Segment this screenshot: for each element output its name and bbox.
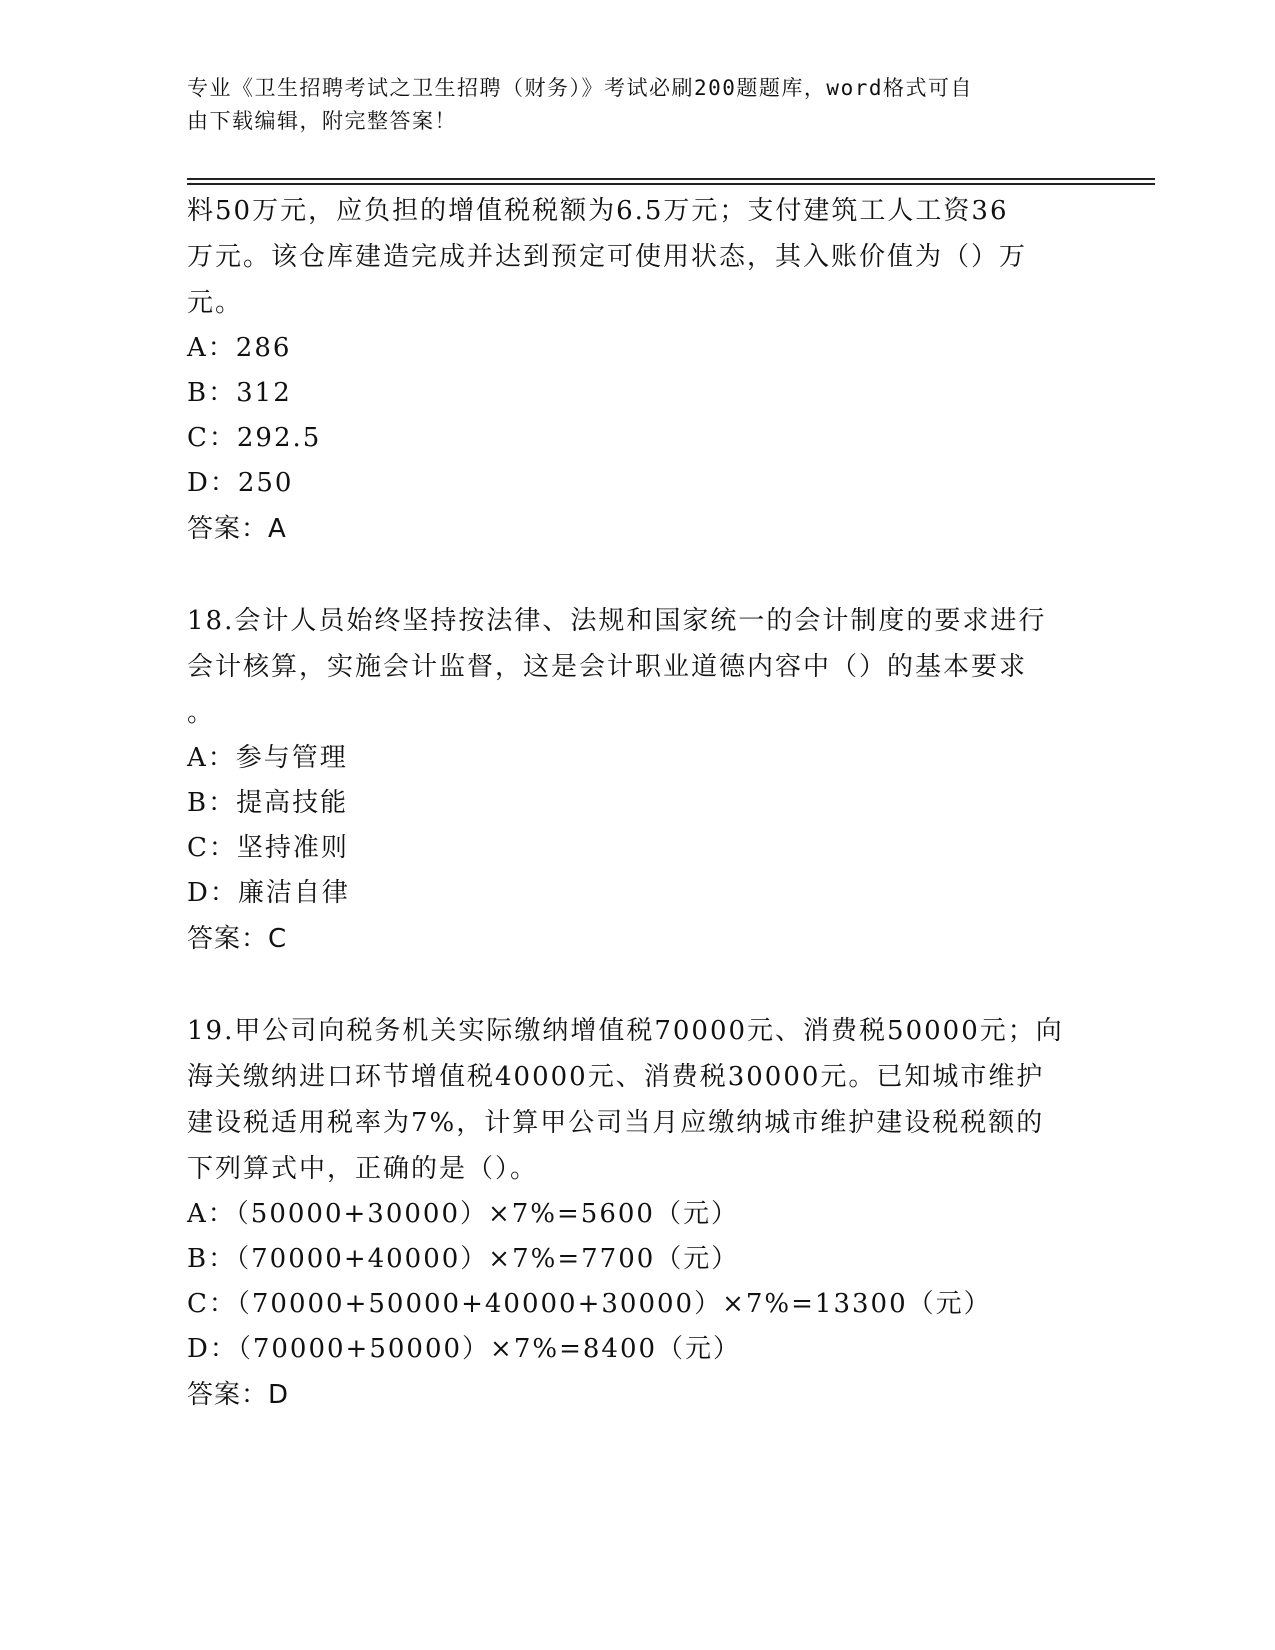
question-stem-line: 19.甲公司向税务机关实际缴纳增值税70000元、消费税50000元；向 bbox=[187, 1016, 1064, 1046]
option-a: A：（50000+30000）×7%=5600（元） bbox=[187, 1199, 739, 1229]
question-stem-line: 18.会计人员始终坚持按法律、法规和国家统一的会计制度的要求进行 bbox=[187, 606, 1047, 636]
question-stem-line: 万元。该仓库建造完成并达到预定可使用状态，其入账价值为（）万 bbox=[187, 242, 1028, 272]
question-stem-line: 海关缴纳进口环节增值税40000元、消费税30000元。已知城市维护 bbox=[187, 1062, 1045, 1092]
question-stem-line: 。 bbox=[187, 698, 216, 728]
question-stem-line: 元。 bbox=[187, 288, 244, 318]
header-line-1: 专业《卫生招聘考试之卫生招聘（财务）》考试必刷200题题库，word格式可自 bbox=[187, 76, 973, 100]
option-d: D：廉洁自律 bbox=[187, 878, 350, 908]
option-b: B：312 bbox=[187, 378, 292, 408]
option-c: C：（70000+50000+40000+30000）×7%=13300（元） bbox=[187, 1289, 992, 1319]
spacer bbox=[187, 552, 1087, 598]
question-stem-line: 会计核算，实施会计监督，这是会计职业道德内容中（）的基本要求 bbox=[187, 652, 1028, 682]
option-c: C：坚持准则 bbox=[187, 833, 349, 863]
answer-label: 答案：C bbox=[187, 924, 288, 954]
header-divider-bottom bbox=[187, 183, 1155, 185]
question-list bbox=[187, 188, 1087, 1418]
option-d: D：250 bbox=[187, 468, 294, 498]
option-b: B：（70000+40000）×7%=7700（元） bbox=[187, 1244, 740, 1274]
answer-label: 答案：A bbox=[187, 514, 287, 544]
option-d: D：（70000+50000）×7%=8400（元） bbox=[187, 1334, 742, 1364]
question-stem-line: 建设税适用税率为7%，计算甲公司当月应缴纳城市维护建设税税额的 bbox=[187, 1108, 1045, 1138]
option-a: A：参与管理 bbox=[187, 743, 348, 773]
option-b: B：提高技能 bbox=[187, 788, 349, 818]
answer-label: 答案：D bbox=[187, 1380, 290, 1410]
header-divider-top bbox=[187, 178, 1155, 180]
option-c: C：292.5 bbox=[187, 423, 322, 453]
header-line-2: 由下载编辑，附完整答案！ bbox=[187, 109, 457, 133]
question-stem-line: 下列算式中，正确的是（）。 bbox=[187, 1154, 539, 1184]
question-17 bbox=[187, 188, 1087, 552]
document-header bbox=[187, 72, 1067, 138]
question-18 bbox=[187, 598, 1087, 962]
spacer bbox=[187, 962, 1087, 1008]
option-a: A：286 bbox=[187, 333, 292, 363]
question-stem-line: 料50万元，应负担的增值税税额为6.5万元；支付建筑工人工资36 bbox=[187, 196, 1009, 226]
question-19 bbox=[187, 1008, 1087, 1418]
